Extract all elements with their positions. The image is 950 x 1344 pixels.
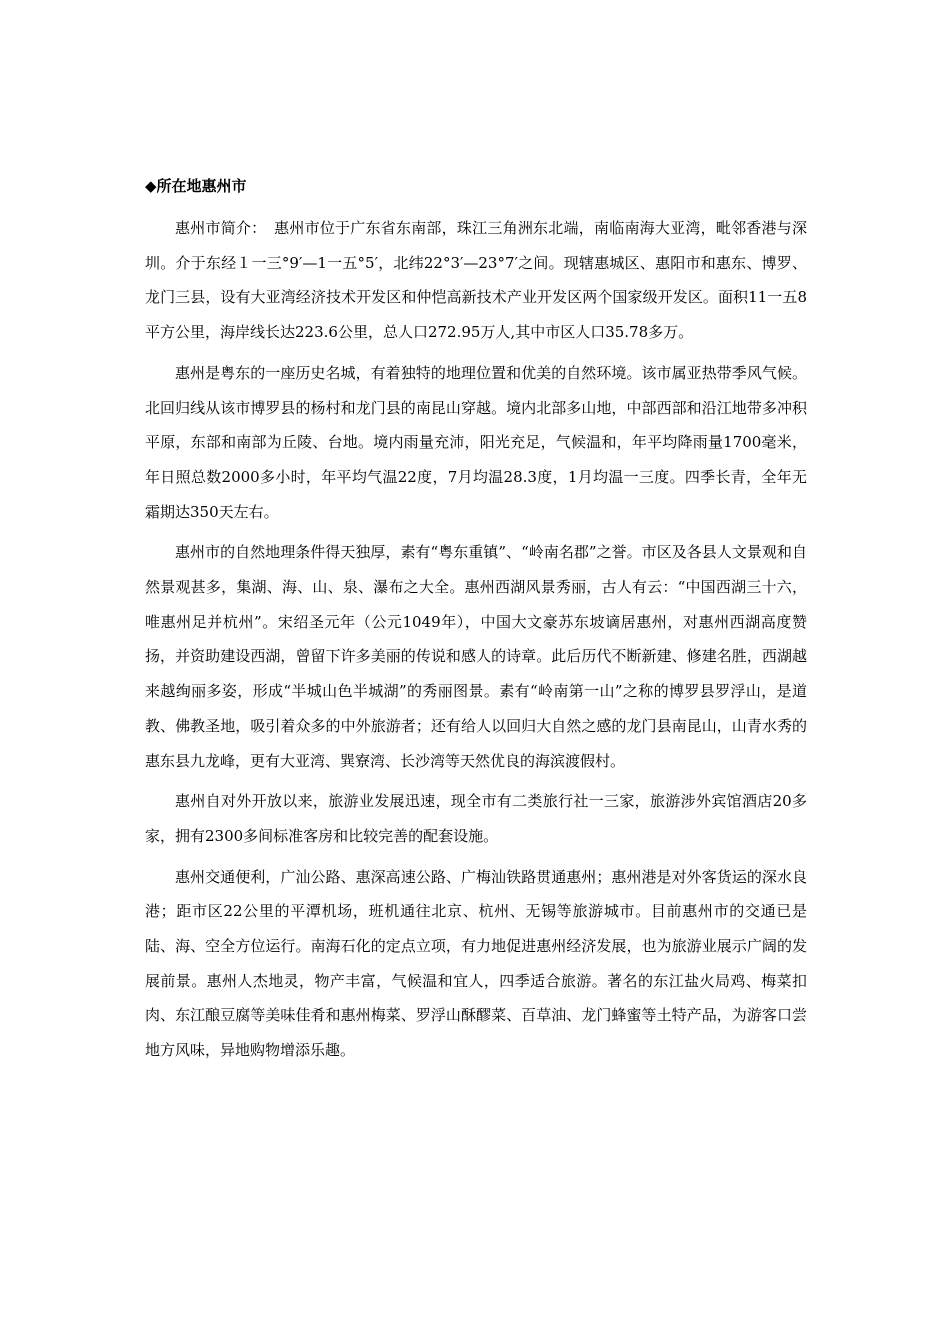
document-page (145, 174, 807, 1074)
paragraph-tourism: 惠州自对外开放以来，旅游业发展迅速，现全市有二类旅行社一三家，旅游涉外宾馆酒店20多家，拥有2300多间标准客房和比较完善的配套设施。 (145, 792, 807, 845)
paragraph-scenery: 惠州市的自然地理条件得天独厚，素有“粤东重镇”、“岭南名郡”之誉。市区及各县人文景观和自然景观甚多，集湖、海、山、泉、瀑布之大全。惠州西湖风景秀丽，古人有云：“中国西湖三十六，唯惠州足并杭州”。宋绍圣元年（公元1049年），中国大文豪苏东坡谪居惠州，对惠州西湖高度赞扬，并资助建设西湖，曾留下许多美丽的传说和感人的诗章。此后历代不断新建、修建名胜，西湖越来越绚丽多姿，形成“半城山色半城湖”的秀丽图景。素有“岭南第一山”之称的博罗县罗浮山，是道教、佛教圣地，吸引着众多的中外旅游者；还有给人以回归大自然之感的龙门县南昆山，山青水秀的惠东县九龙峰，更有大亚湾、巽寮湾、长沙湾等天然优良的海滨渡假村。 (145, 543, 807, 770)
section-heading: ◆所在地惠州市 (145, 177, 247, 195)
paragraph-history-climate: 惠州是粤东的一座历史名城，有着独特的地理位置和优美的自然环境。该市属亚热带季风气候。北回归线从该市博罗县的杨村和龙门县的南昆山穿越。境内北部多山地，中部西部和沿江地带多冲积平原，东部和南部为丘陵、台地。境内雨量充沛，阳光充足，气候温和，年平均降雨量1700毫米，年日照总数2000多小时，年平均气温22度，7月均温28.3度，1月均温一三度。四季长青，全年无霜期达350天左右。 (145, 363, 807, 521)
paragraph-intro: 惠州市简介： 惠州市位于广东省东南部，珠江三角洲东北端，南临南海大亚湾，毗邻香港与深圳。介于东经１一三°9′—1一五°5′，北纬22°3′—23°7′之间。现辖惠城区、惠阳市和惠东、博罗、龙门三县，设有大亚湾经济技术开发区和仲恺高新技术产业开发区两个国家级开发区。面积11一五8平方公里，海岸线长达223.6公里，总人口272.95万人,其中市区人口35.78多万。 (145, 219, 807, 342)
paragraph-transport: 惠州交通便利，广汕公路、惠深高速公路、广梅汕铁路贯通惠州；惠州港是对外客货运的深水良港；距市区22公里的平潭机场，班机通往北京、杭州、无锡等旅游城市。目前惠州市的交通已是陆、海、空全方位运行。南海石化的定点立项，有力地促进惠州经济发展，也为旅游业展示广阔的发展前景。惠州人杰地灵，物产丰富，气候温和宜人，四季适合旅游。著名的东江盐火局鸡、梅菜扣肉、东江酿豆腐等美味佳肴和惠州梅菜、罗浮山酥醪菜、百草油、龙门蜂蜜等土特产品，为游客口尝地方风味，异地购物增添乐趣。 (145, 867, 807, 1060)
